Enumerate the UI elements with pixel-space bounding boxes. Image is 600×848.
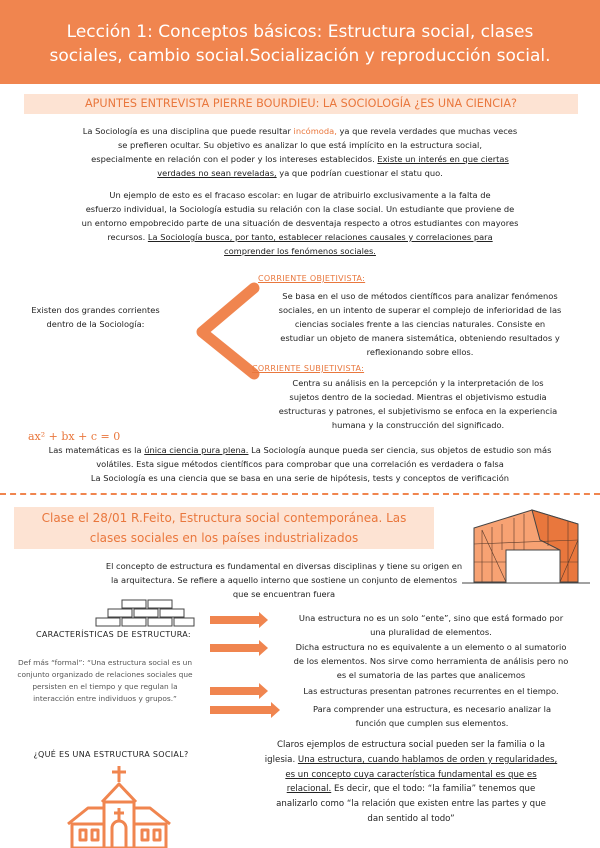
objective-current-title: CORRIENTE OBJETIVISTA: — [258, 274, 366, 283]
bricks-icon — [92, 598, 196, 628]
subjective-current-title: CORRIENTE SUBJETIVISTA: — [252, 364, 365, 373]
characteristic-1: Una estructura no es un solo “ente”, sino que está formado por una pluralidad de elementos. — [298, 613, 564, 637]
characteristic-2: Dicha estructura no es equivalente a un elemento o al sumatorio de los elementos. Nos sirve como herramienta de análisis pero no es el sumatoria de las partes que analicemos — [293, 642, 569, 680]
arrow-icon — [210, 616, 260, 624]
objective-current-text: Se basa en el uso de métodos científicos para analizar fenómenos sociales, en un intento de superar el complejo de inferioridad de las ciencias sociales frente a las ciencias naturales. Consiste en estudiar un objeto de manera sistemática, obteniendo resultados y reflexionando sobre ellos. — [278, 291, 562, 357]
paragraph-sociology-uncomfortable: La Sociología es una disciplina que puede resultar incómoda, ya que revela verdades que muchas veces se prefieren ocultar. Su objetivo es analizar lo que está implícito en la estructura social, especialmente en relación con el poder y los intereses establecidos. Existe un interés en que ciertas verdades no sean reveladas, ya que podrían cuestionar el statu quo. — [82, 126, 518, 178]
section1-title: APUNTES ENTREVISTA PIERRE BOURDIEU: LA SOCIOLOGÍA ¿ES UNA CIENCIA? — [85, 97, 517, 110]
characteristics-label: CARACTERÍSTICAS DE ESTRUCTURA: — [36, 630, 191, 639]
arrow-icon — [210, 687, 260, 695]
paragraph-school-failure: Un ejemplo de esto es el fracaso escolar: en lugar de atribuirlo exclusivamente a la falta de esfuerzo individual, la Sociología estudia su relación con la clase social. Un estudiante que proviene de un entorno empobrecido parte de una situación de desventaja respecto a otros estudiantes con mayores recursos. La Sociología busca, por tanto, establecer relaciones causales y correlaciones para comprender los fenómenos sociales. — [81, 190, 519, 256]
currents-intro: Existen dos grandes corrientes dentro de la Sociología: — [31, 305, 160, 329]
paragraph-social-structure-examples: Claros ejemplos de estructura social pueden ser la familia o la iglesia. Una estructura, cuando hablamos de orden y regularidades, es un concepto cuya característica fundamental es que es relacional. Es decir, que el todo: “la familia” tenemos que analizarlo como “la relación que existen entre las partes y que dan sentido al todo” — [264, 740, 558, 824]
paragraph-mathematics: Las matemáticas es la única ciencia pura plena. La Sociología aunque pueda ser ciencia, sus objetos de estudio son más volátiles. Esta sigue métodos científicos para comprobar que una correlación es verdadera o falsa La Sociología es una ciencia que se basa en una serie de hipótesis, tests y conceptos de verificación — [48, 445, 552, 483]
math-formula: ax² + bx + c = 0 — [28, 430, 121, 443]
page-title: Lección 1: Conceptos básicos: Estructura social, clases sociales, cambio social.Socialización y reproducción social. — [49, 22, 551, 66]
characteristic-4: Para comprender una estructura, es necesario analizar la función que cumplen sus elementos. — [312, 704, 552, 728]
social-structure-question: ¿QUÉ ES UNA ESTRUCTURA SOCIAL? — [33, 750, 189, 759]
subjective-current-text: Centra su análisis en la percepción y la interpretación de los sujetos dentro de la sociedad. Mientras el objetivismo estudia estructuras y patrones, el subjetivismo se enfoca en la experiencia humana y la construcción del significado. — [278, 378, 558, 430]
arrow-icon — [210, 644, 260, 652]
characteristic-3: Las estructuras presentan patrones recurrentes en el tiempo. — [303, 686, 559, 696]
arrow-icon — [210, 706, 272, 714]
section2-title: Clase el 28/01 R.Feito, Estructura social contemporánea. Las clases sociales en los países industrializados — [41, 511, 407, 545]
formal-definition: Def más “formal”: “Una estructura social es un conjunto organizado de relaciones sociales que persisten en el tiempo y que regulan la interacción entre individuos y grupos.” — [17, 658, 193, 703]
paragraph-structure-concept: El concepto de estructura es fundamental en diversas disciplinas y tiene su origen en la arquitectura. Se refiere a aquello interno que sostiene un conjunto de elementos que se encuentran fuera — [105, 561, 463, 599]
section-divider — [0, 493, 600, 495]
church-icon — [66, 762, 172, 848]
